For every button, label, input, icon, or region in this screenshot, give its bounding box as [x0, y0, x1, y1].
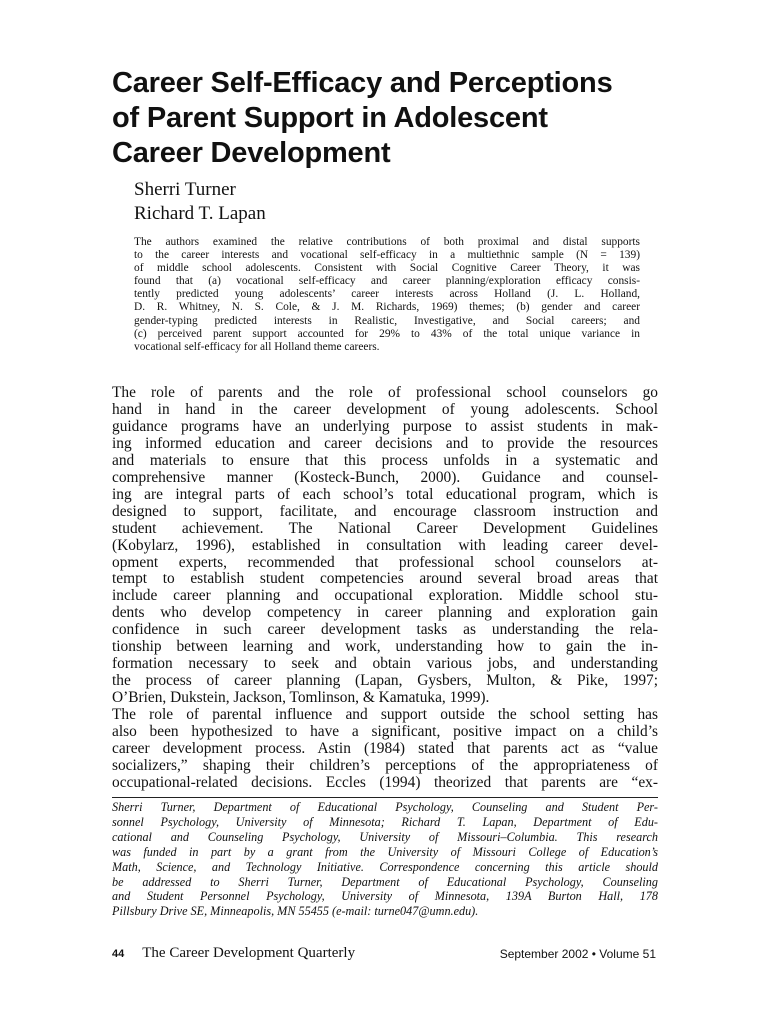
body-line: tempt to establish student competencies around several broad areas that: [112, 570, 658, 588]
body-line: designed to support, facilitate, and encourage classroom instruction and: [112, 502, 658, 520]
author-name: Sherri Turner: [134, 179, 236, 200]
footnote-line: cational and Counseling Psychology, University of Missouri–Columbia. This research: [112, 829, 658, 844]
author-footnote: [112, 800, 658, 919]
abstract-line: to the career interests and vocational self-efficacy in a multiethnic sample (N = 139): [134, 249, 640, 262]
body-line: The role of parental influence and support outside the school setting has: [112, 706, 658, 724]
abstract-line: gender-typing predicted interests in Realistic, Investigative, and Social careers; and: [134, 314, 640, 327]
body-line: dents who develop competency in career planning and exploration gain: [112, 604, 658, 622]
body-line: confidence in such career development tasks as understanding the rela-: [112, 621, 658, 639]
abstract-line: of middle school adolescents. Consistent with Social Cognitive Career Theory, it was: [134, 262, 640, 275]
abstract-line: (c) perceived parent support accounted for 29% to 43% of the total unique variance in: [134, 327, 640, 340]
author-name: Richard T. Lapan: [134, 203, 266, 224]
abstract-line: D. R. Whitney, N. S. Cole, & J. M. Richards, 1969) themes; (b) gender and career: [134, 301, 640, 314]
body-line: O’Brien, Dukstein, Jackson, Tomlinson, & Kamatuka, 1999).: [112, 689, 490, 707]
body-line: ing are integral parts of each school’s total educational program, which is: [112, 485, 658, 503]
body-line: (Kobylarz, 1996), established in consultation with leading career devel-: [112, 536, 658, 554]
footnote-line: was funded in part by a grant from the University of Missouri College of Education’s: [112, 844, 658, 859]
footnote-line: and Student Personnel Psychology, University of Minnesota, 139A Burton Hall, 178: [112, 889, 658, 904]
body-line: career development process. Astin (1984) stated that parents act as “value: [112, 740, 658, 758]
abstract-line: tently predicted young adolescents’ career interests across Holland (J. L. Holland,: [134, 288, 640, 301]
footnote-line: be addressed to Sherri Turner, Department of Educational Psychology, Counseling: [112, 874, 658, 889]
body-line: include career planning and occupational exploration. Middle school stu-: [112, 587, 658, 605]
journal-name: The Career Development Quarterly: [142, 945, 356, 961]
body-line: opment experts, recommended that professional school counselors at-: [112, 553, 658, 571]
footnote-divider: [112, 797, 658, 798]
footnote-line: sonnel Psychology, University of Minnesota; Richard T. Lapan, Department of Edu-: [112, 814, 658, 829]
title-line: Career Self-Efficacy and Perceptions: [112, 67, 613, 99]
title-line: Career Development: [112, 137, 391, 169]
page-footer-left: [112, 944, 355, 963]
author-list: [134, 178, 266, 226]
body-line: also been hypothesized to have a significant, positive impact on a child’s: [112, 723, 658, 741]
body-line: hand in hand in the career development of young adolescents. School: [112, 400, 658, 418]
page-number: 44: [112, 948, 125, 960]
title-line: of Parent Support in Adolescent: [112, 102, 548, 134]
body-line: occupational-related decisions. Eccles (1994) theorized that parents are “ex-: [112, 773, 658, 791]
issue-info: September 2002 • Volume 51: [499, 947, 656, 961]
body-line: ing informed education and career decisions and to provide the resources: [112, 434, 658, 452]
footnote-line: Math, Science, and Technology Initiative. Correspondence concerning this article should: [112, 859, 658, 874]
body-line: student achievement. The National Career Development Guidelines: [112, 519, 658, 537]
body-line: tionship between learning and work, understanding how to gain the in-: [112, 638, 658, 656]
body-line: and materials to ensure that this process unfolds in a systematic and: [112, 451, 658, 469]
footnote-line: Sherri Turner, Department of Educational Psychology, Counseling and Student Per-: [112, 800, 658, 814]
abstract-line: The authors examined the relative contributions of both proximal and distal supports: [134, 236, 640, 248]
body-line: comprehensive manner (Kosteck-Bunch, 2000). Guidance and counsel-: [112, 468, 658, 486]
body-line: the process of career planning (Lapan, Gysbers, Multon, & Pike, 1997;: [112, 672, 658, 690]
body-line: socializers,” shaping their children’s perceptions of the appropriateness of: [112, 756, 658, 774]
footnote-line: Pillsbury Drive SE, Minneapolis, MN 55455 (e-mail: turne047@umn.edu).: [112, 904, 479, 919]
abstract-line: vocational self-efficacy for all Holland theme careers.: [134, 340, 380, 353]
body-line: guidance programs have an underlying purpose to assist students in mak-: [112, 417, 658, 435]
abstract: [134, 236, 640, 354]
article-title: [112, 66, 712, 171]
body-line: The role of parents and the role of professional school counselors go: [112, 384, 658, 401]
body-line: formation necessary to seek and obtain various jobs, and understanding: [112, 655, 658, 673]
abstract-line: found that (a) vocational self-efficacy and career planning/exploration efficacy consis-: [134, 275, 640, 288]
body-text: [112, 385, 658, 792]
